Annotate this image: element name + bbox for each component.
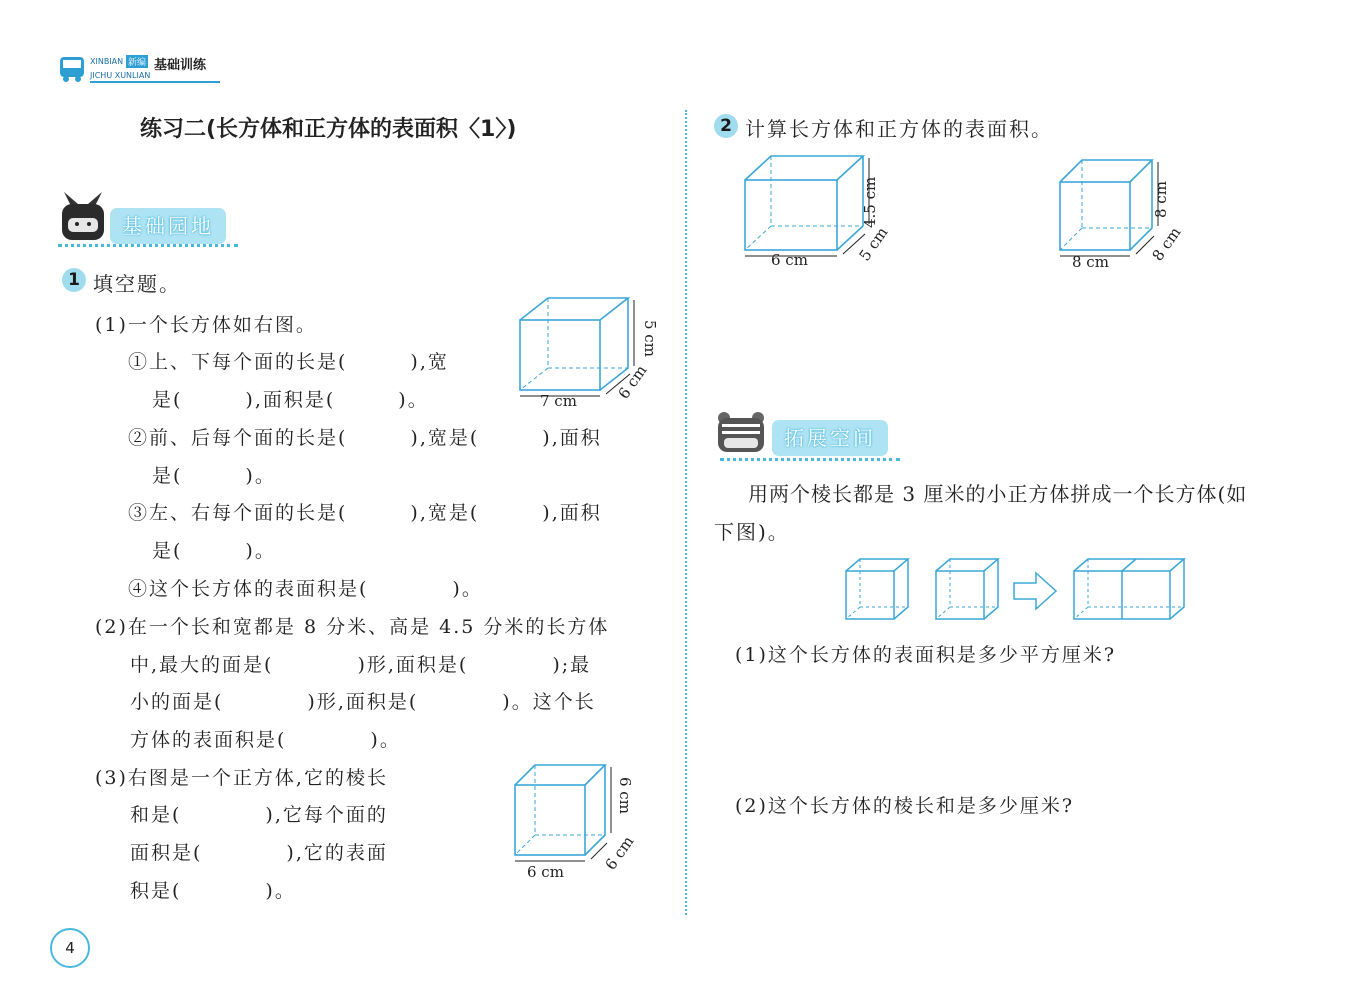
- fig3-length: 6 cm: [527, 863, 564, 881]
- q1-p1-intro: (1)一个长方体如右图。: [95, 314, 317, 336]
- q1-p1-c2: 是( )。: [152, 540, 276, 562]
- q1-number: 1: [62, 268, 86, 292]
- q1-p1-b2: 是( )。: [152, 465, 276, 487]
- figA-length: 6 cm: [771, 251, 808, 269]
- figure-cube-6cm: [505, 755, 665, 890]
- section-extension-divider: [720, 458, 900, 461]
- q1-p1-a2: 是( ),面积是( )。: [152, 389, 429, 411]
- section-extension-label: 拓展空间: [772, 420, 888, 456]
- header-logo: [58, 54, 238, 86]
- q1-p1-a1: ①上、下每个面的长是( ),宽: [128, 351, 449, 373]
- section-extension: [714, 410, 924, 465]
- figB-length: 8 cm: [1072, 253, 1109, 271]
- figB-height: 8 cm: [1152, 181, 1170, 218]
- fig1-width: 6 cm: [614, 361, 651, 403]
- section-basic: [58, 190, 258, 250]
- ext-q2: (2)这个长方体的棱长和是多少厘米?: [735, 795, 1075, 817]
- q1-p3-l2: 和是( ),它每个面的: [130, 804, 388, 826]
- q1-p3-l3: 面积是( ),它的表面: [130, 842, 388, 864]
- header-badge: 新编: [126, 55, 148, 68]
- figure-cuboid-7x6x5: [510, 290, 670, 420]
- q2-title: 计算长方体和正方体的表面积。: [745, 117, 1053, 141]
- rabbit-mascot-icon: [58, 190, 108, 245]
- q1-p2-l4: 方体的表面积是( )。: [130, 729, 401, 751]
- bus-icon: [58, 54, 88, 84]
- page-number-text: 4: [65, 939, 75, 957]
- q1-p2-l3: 小的面是( )形,面积是( )。这个长: [130, 691, 596, 713]
- fig1-height: 5 cm: [641, 320, 659, 357]
- page-title: 练习二(长方体和正方体的表面积〈1〉): [140, 117, 517, 142]
- figA-width: 5 cm: [855, 223, 892, 265]
- q1-p2-l2: 中,最大的面是( )形,面积是( );最: [130, 654, 592, 676]
- figB-width: 8 cm: [1148, 223, 1185, 265]
- q2-number: 2: [714, 114, 738, 138]
- q1-title: 填空题。: [93, 272, 181, 296]
- ext-intro-l1: 用两个棱长都是 3 厘米的小正方体拼成一个长方体(如: [748, 482, 1248, 506]
- header-title: 基础训练: [154, 58, 207, 73]
- fig3-width: 6 cm: [601, 832, 638, 874]
- column-divider: [685, 110, 687, 915]
- section-basic-label: 基础园地: [110, 208, 226, 244]
- q1-p1-b1: ②前、后每个面的长是( ),宽是( ),面积: [128, 427, 602, 449]
- section-basic-divider: [58, 244, 238, 247]
- fig3-height: 6 cm: [616, 777, 634, 814]
- ext-intro-l2: 下图)。: [714, 520, 790, 544]
- page-number: [50, 928, 90, 968]
- header-pinyin-top: XINBIAN: [90, 57, 124, 66]
- zebra-mascot-icon: [714, 410, 768, 455]
- header-underline: [90, 81, 220, 83]
- fig1-length: 7 cm: [540, 392, 577, 410]
- ext-q1: (1)这个长方体的表面积是多少平方厘米?: [735, 644, 1117, 666]
- q1-p2-l1: (2)在一个长和宽都是 8 分米、高是 4.5 分米的长方体: [95, 616, 610, 638]
- figure-cube-8cm: [1050, 150, 1210, 275]
- q1-p3-l1: (3)右图是一个正方体,它的棱长: [95, 767, 388, 789]
- figA-height: 4.5 cm: [861, 176, 879, 228]
- figure-cuboid-6x5x4-5: [735, 150, 905, 275]
- q1-p1-c1: ③左、右每个面的长是( ),宽是( ),面积: [128, 502, 602, 524]
- figure-two-cubes-combined: [840, 555, 1190, 627]
- q1-p3-l4: 积是( )。: [130, 880, 296, 902]
- q1-p1-d: ④这个长方体的表面积是( )。: [128, 578, 483, 600]
- header-pinyin-bottom: JICHU XUNLIAN: [90, 71, 151, 80]
